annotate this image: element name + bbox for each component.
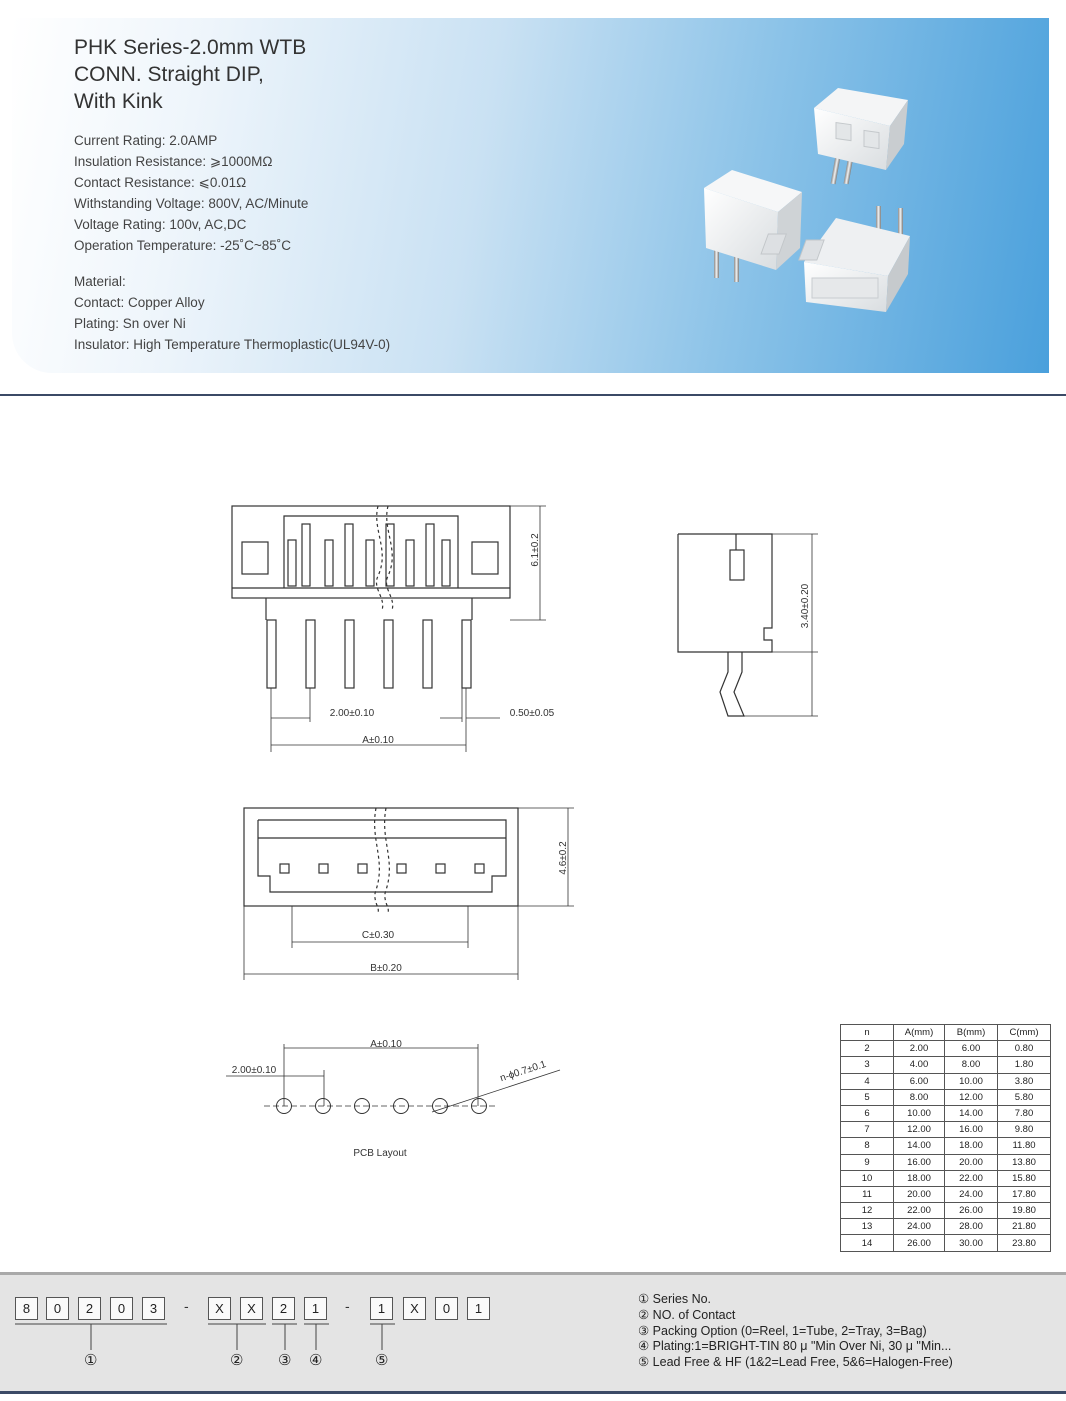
table-row <box>841 1089 1051 1105</box>
table-cell: 8.00 <box>945 1057 998 1073</box>
pn-marker-5: ⑤ <box>375 1352 389 1369</box>
table-row <box>841 1041 1051 1057</box>
table-cell: 2.00 <box>894 1041 945 1057</box>
table-cell: 9.80 <box>998 1122 1051 1138</box>
material-insulator: Insulator: High Temperature Thermoplastic(UL94V-0) <box>74 337 391 352</box>
part-number-legend <box>638 1292 953 1371</box>
table-cell: 7.80 <box>998 1105 1051 1121</box>
table-cell: 14.00 <box>894 1138 945 1154</box>
table-cell: 18.00 <box>945 1138 998 1154</box>
table-cell: 18.00 <box>894 1170 945 1186</box>
table-header-a: A(mm) <box>894 1025 945 1041</box>
title-line-1: PHK Series-2.0mm WTB <box>74 36 307 59</box>
table-cell: 20.00 <box>945 1154 998 1170</box>
product-photo <box>690 70 940 320</box>
pn-digit-1-4: 0 <box>110 1297 133 1320</box>
spec-list <box>74 130 308 256</box>
table-cell: 26.00 <box>894 1235 945 1251</box>
table-row <box>841 1203 1051 1219</box>
table-cell: 2 <box>841 1041 894 1057</box>
table-header-row <box>841 1025 1051 1041</box>
pn-bracket-lines <box>0 1320 500 1352</box>
legend-contacts: ② NO. of Contact <box>638 1307 736 1322</box>
pn-digit-2-1: X <box>208 1297 231 1320</box>
pn-digit-1-3: 2 <box>78 1297 101 1320</box>
table-cell: 3.80 <box>998 1073 1051 1089</box>
legend-series: ① Series No. <box>638 1292 712 1306</box>
table-cell: 5 <box>841 1089 894 1105</box>
table-cell: 16.00 <box>945 1122 998 1138</box>
material-list <box>74 271 390 355</box>
table-cell: 9 <box>841 1154 894 1170</box>
table-cell: 21.80 <box>998 1219 1051 1235</box>
spec-withstanding-voltage: Withstanding Voltage: 800V, AC/Minute <box>74 196 309 211</box>
spec-current-rating: Current Rating: 2.0AMP <box>74 133 218 148</box>
pn-digit-1-5: 3 <box>142 1297 165 1320</box>
table-row <box>841 1057 1051 1073</box>
connector-photo-top <box>814 88 908 184</box>
table-row <box>841 1186 1051 1202</box>
top-view-drawing <box>230 800 590 985</box>
material-heading: Material: <box>74 274 126 289</box>
title-line-3: With Kink <box>74 90 163 113</box>
front-height-dim: 6.1±0.2 <box>530 533 541 567</box>
product-title <box>74 34 306 115</box>
pn-digit-1-2: 0 <box>46 1297 69 1320</box>
table-cell: 4.00 <box>894 1057 945 1073</box>
table-cell: 6.00 <box>894 1073 945 1089</box>
table-cell: 11.80 <box>998 1138 1051 1154</box>
pn-digit-2-4: 1 <box>304 1297 327 1320</box>
table-cell: 12 <box>841 1203 894 1219</box>
top-c-dim: C±0.30 <box>361 930 395 941</box>
legend-lead-free: ⑤ Lead Free & HF (1&2=Lead Free, 5&6=Halogen-Free) <box>638 1355 953 1370</box>
table-cell: 19.80 <box>998 1203 1051 1219</box>
table-cell: 13.80 <box>998 1154 1051 1170</box>
table-cell: 22.00 <box>945 1170 998 1186</box>
spec-voltage-rating: Voltage Rating: 100v, AC,DC <box>74 217 247 232</box>
table-cell: 14 <box>841 1235 894 1251</box>
table-row <box>841 1170 1051 1186</box>
table-cell: 1.80 <box>998 1057 1051 1073</box>
pcb-layout-drawing <box>220 1030 580 1170</box>
table-cell: 12.00 <box>894 1122 945 1138</box>
spec-contact-resistance: Contact Resistance: ⩽0.01Ω <box>74 175 247 190</box>
pn-digit-3-1: 1 <box>370 1297 393 1320</box>
table-row <box>841 1235 1051 1251</box>
pn-marker-2: ② <box>230 1352 244 1369</box>
side-view-drawing <box>660 520 840 730</box>
pn-digit-3-4: 1 <box>467 1297 490 1320</box>
table-cell: 10.00 <box>945 1073 998 1089</box>
front-pin-dim: 0.50±0.05 <box>509 708 555 719</box>
front-pitch-dim: 2.00±0.10 <box>329 708 375 719</box>
pcb-hole-dim: n-ϕ0.7±0.1 <box>498 1059 548 1085</box>
pn-digit-1-1: 8 <box>15 1297 38 1320</box>
table-cell: 22.00 <box>894 1203 945 1219</box>
front-a-dim: A±0.10 <box>362 735 394 746</box>
table-cell: 20.00 <box>894 1186 945 1202</box>
pcb-pitch-dim: 2.00±0.10 <box>231 1065 277 1076</box>
table-cell: 8 <box>841 1138 894 1154</box>
table-row <box>841 1154 1051 1170</box>
table-cell: 6.00 <box>945 1041 998 1057</box>
table-cell: 5.80 <box>998 1089 1051 1105</box>
table-cell: 14.00 <box>945 1105 998 1121</box>
spec-insulation-resistance: Insulation Resistance: ⩾1000MΩ <box>74 154 273 169</box>
spec-operation-temperature: Operation Temperature: -25˚C~85˚C <box>74 238 291 253</box>
dimension-table <box>840 1024 1051 1252</box>
pn-marker-4: ④ <box>309 1352 323 1369</box>
table-cell: 28.00 <box>945 1219 998 1235</box>
connector-photo-left <box>704 170 802 282</box>
table-row <box>841 1073 1051 1089</box>
pcb-a-dim: A±0.10 <box>370 1039 402 1050</box>
pn-marker-3: ③ <box>278 1352 292 1369</box>
table-cell: 26.00 <box>945 1203 998 1219</box>
table-cell: 4 <box>841 1073 894 1089</box>
table-cell: 13 <box>841 1219 894 1235</box>
material-contact: Contact: Copper Alloy <box>74 295 205 310</box>
table-cell: 24.00 <box>945 1186 998 1202</box>
pn-digit-2-3: 2 <box>272 1297 295 1320</box>
table-cell: 10.00 <box>894 1105 945 1121</box>
table-cell: 7 <box>841 1122 894 1138</box>
header-divider <box>0 394 1066 396</box>
table-cell: 17.80 <box>998 1186 1051 1202</box>
pn-digit-3-3: 0 <box>435 1297 458 1320</box>
pn-digit-2-2: X <box>240 1297 263 1320</box>
pn-marker-1: ① <box>84 1352 98 1369</box>
top-height-dim: 4.6±0.2 <box>558 841 569 875</box>
front-view-drawing <box>200 480 580 760</box>
table-cell: 6 <box>841 1105 894 1121</box>
title-line-2: CONN. Straight DIP, <box>74 63 264 86</box>
table-cell: 11 <box>841 1186 894 1202</box>
legend-plating: ④ Plating:1=BRIGHT-TIN 80 μ "Min Over Ni, 30 μ "Min... <box>638 1339 952 1354</box>
table-cell: 0.80 <box>998 1041 1051 1057</box>
material-plating: Plating: Sn over Ni <box>74 316 186 331</box>
pn-separator-2: - <box>345 1298 350 1314</box>
table-row <box>841 1219 1051 1235</box>
pn-digit-3-2: X <box>403 1297 426 1320</box>
table-cell: 16.00 <box>894 1154 945 1170</box>
legend-packing: ③ Packing Option (0=Reel, 1=Tube, 2=Tray, 3=Bag) <box>638 1323 927 1338</box>
table-cell: 23.80 <box>998 1235 1051 1251</box>
table-cell: 30.00 <box>945 1235 998 1251</box>
pn-separator-1: - <box>184 1298 189 1314</box>
table-cell: 15.80 <box>998 1170 1051 1186</box>
pcb-caption: PCB Layout <box>353 1148 407 1159</box>
side-height-dim: 3.40±0.20 <box>800 583 811 629</box>
table-cell: 3 <box>841 1057 894 1073</box>
table-row <box>841 1105 1051 1121</box>
table-header-c: C(mm) <box>998 1025 1051 1041</box>
table-cell: 12.00 <box>945 1089 998 1105</box>
table-row <box>841 1138 1051 1154</box>
table-header-b: B(mm) <box>945 1025 998 1041</box>
table-cell: 8.00 <box>894 1089 945 1105</box>
table-row <box>841 1122 1051 1138</box>
table-cell: 24.00 <box>894 1219 945 1235</box>
table-header-n: n <box>841 1025 894 1041</box>
top-b-dim: B±0.20 <box>370 963 402 974</box>
table-cell: 10 <box>841 1170 894 1186</box>
